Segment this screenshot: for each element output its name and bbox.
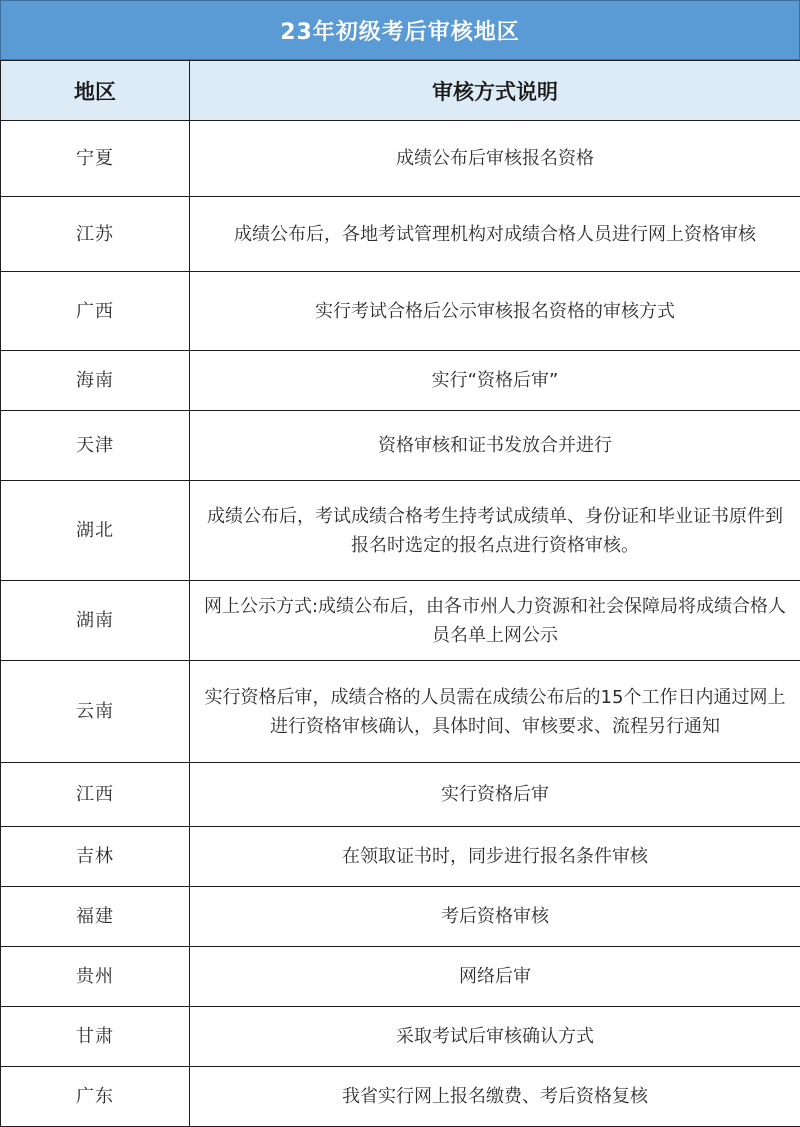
region-cell: 江苏 [1, 197, 190, 272]
table-row [1, 763, 800, 827]
region-cell: 天津 [1, 411, 190, 481]
method-cell: 成绩公布后，考试成绩合格考生持考试成绩单、身份证和毕业证书原件到报名时选定的报名点进行资格审核。 [190, 481, 800, 581]
method-cell: 在领取证书时，同步进行报名条件审核 [190, 827, 800, 887]
table-row [1, 661, 800, 763]
method-cell: 成绩公布后，各地考试管理机构对成绩合格人员进行网上资格审核 [190, 197, 800, 272]
method-cell: 实行“资格后审” [190, 351, 800, 411]
table-row [1, 947, 800, 1007]
method-cell: 实行资格后审 [190, 763, 800, 827]
region-cell: 贵州 [1, 947, 190, 1007]
region-cell: 广东 [1, 1067, 190, 1127]
table-title-bar [0, 0, 800, 60]
method-cell: 实行资格后审，成绩合格的人员需在成绩公布后的15个工作日内通过网上进行资格审核确认，具体时间、审核要求、流程另行通知 [190, 661, 800, 763]
table-row [1, 272, 800, 351]
table-row [1, 197, 800, 272]
method-cell: 网络后审 [190, 947, 800, 1007]
method-cell: 考后资格审核 [190, 887, 800, 947]
table-row [1, 411, 800, 481]
table-row [1, 1067, 800, 1127]
method-cell: 我省实行网上报名缴费、考后资格复核 [190, 1067, 800, 1127]
table-row [1, 121, 800, 197]
region-cell: 海南 [1, 351, 190, 411]
table-row [1, 1007, 800, 1067]
region-cell: 甘肃 [1, 1007, 190, 1067]
region-column-header: 地区 [1, 61, 190, 121]
method-cell: 网上公示方式:成绩公布后，由各市州人力资源和社会保障局将成绩合格人员名单上网公示 [190, 581, 800, 661]
method-cell: 成绩公布后审核报名资格 [190, 121, 800, 197]
method-cell: 资格审核和证书发放合并进行 [190, 411, 800, 481]
table-row [1, 351, 800, 411]
region-cell: 吉林 [1, 827, 190, 887]
region-cell: 福建 [1, 887, 190, 947]
region-cell: 江西 [1, 763, 190, 827]
region-cell: 广西 [1, 272, 190, 351]
table-row [1, 827, 800, 887]
table-row [1, 481, 800, 581]
method-cell: 采取考试后审核确认方式 [190, 1007, 800, 1067]
table-title: 23年初级考后审核地区 [280, 15, 520, 46]
region-cell: 湖北 [1, 481, 190, 581]
header-row [1, 61, 800, 121]
method-column-header: 审核方式说明 [190, 61, 800, 121]
region-cell: 宁夏 [1, 121, 190, 197]
audit-method-table [0, 60, 800, 1127]
table-row [1, 887, 800, 947]
region-cell: 湖南 [1, 581, 190, 661]
method-cell: 实行考试合格后公示审核报名资格的审核方式 [190, 272, 800, 351]
region-cell: 云南 [1, 661, 190, 763]
table-row [1, 581, 800, 661]
